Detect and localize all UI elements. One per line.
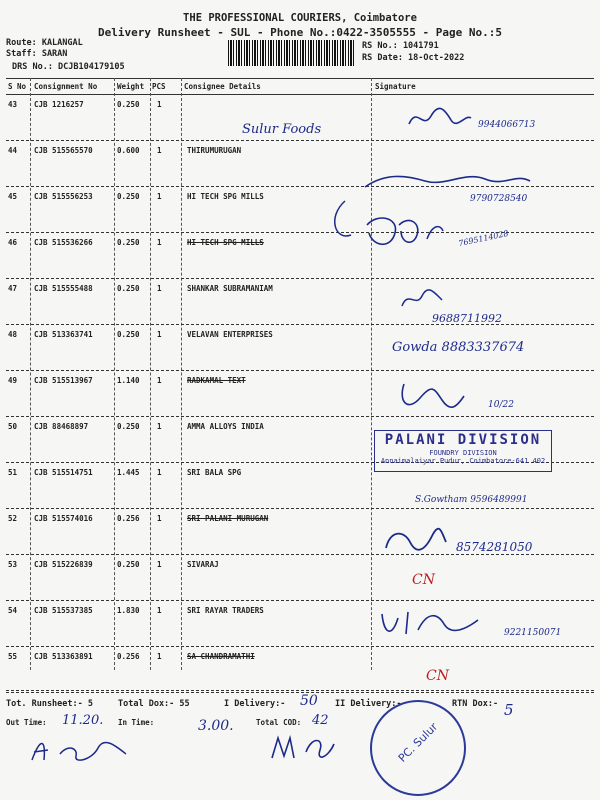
row-consignee: HI TECH SPG MILLS	[187, 238, 264, 247]
row-divider	[6, 370, 594, 371]
row-consignee: SIVARAJ	[187, 560, 219, 569]
row-divider	[6, 600, 594, 601]
row-divider	[6, 278, 594, 279]
stamp-division: FOUNDRY DIVISION	[429, 449, 497, 457]
handwritten-phone: 9688711992	[432, 312, 502, 325]
row-consignment-no: CJB 513363741	[34, 330, 93, 339]
handwritten-signature: Gowda 8883337674	[392, 340, 525, 355]
col-divider	[150, 78, 151, 670]
signature-54	[378, 604, 498, 640]
row-consignment-no: CJB 515536266	[34, 238, 93, 247]
row-consignee: AMMA ALLOYS INDIA	[187, 422, 264, 431]
staff: Staff: SARAN	[6, 49, 68, 59]
signature-43	[405, 104, 475, 132]
row-sno: 50	[8, 422, 18, 431]
row-weight: 1.445	[117, 468, 140, 477]
office-stamp	[370, 700, 466, 796]
in-time-label: In Time:	[118, 718, 155, 727]
col-header-pcs: PCS	[152, 82, 166, 91]
row-consignee: HI TECH SPG MILLS	[187, 192, 264, 201]
company-stamp: PALANI DIVISION FOUNDRY DIVISION Annaimalaiyar Pudur, Coimbatore-641 402	[374, 430, 552, 472]
out-time: 11.20.	[62, 713, 104, 728]
row-sno: 51	[8, 468, 18, 477]
ii-delivery-label: II Delivery:-	[335, 699, 402, 709]
i-delivery-label: I Delivery:-	[224, 699, 286, 709]
row-pcs: 1	[157, 376, 162, 385]
row-consignee: VELAVAN ENTERPRISES	[187, 330, 273, 339]
row-sno: 52	[8, 514, 18, 523]
row-pcs: 1	[157, 468, 162, 477]
col-header-sno: S No	[8, 82, 27, 91]
runsheet-title: Delivery Runsheet - SUL - Phone No.:0422-3505555 - Page No.:5	[98, 26, 502, 39]
row-consignment-no: CJB 515226839	[34, 560, 93, 569]
row-sno: 45	[8, 192, 18, 201]
signature-47	[398, 286, 448, 312]
row-sno: 44	[8, 146, 18, 155]
row-consignment-no: CJB 88468897	[34, 422, 89, 431]
row-sno: 49	[8, 376, 18, 385]
handwritten-phone: 8574281050	[456, 540, 533, 554]
row-weight: 0.250	[117, 422, 140, 431]
row-weight: 0.250	[117, 560, 140, 569]
row-consignment-no: CJB 515574016	[34, 514, 93, 523]
row-weight: 1.140	[117, 376, 140, 385]
stamp-address: Annaimalaiyar Pudur, Coimbatore-641 402	[380, 457, 546, 465]
row-weight: 0.250	[117, 284, 140, 293]
col-header-consignee: Consignee Details	[184, 82, 261, 91]
col-divider	[181, 78, 182, 670]
row-consignment-no: CJB 513363891	[34, 652, 93, 661]
total-runsheet: Tot. Runsheet:- 5	[6, 699, 93, 709]
row-weight: 0.250	[117, 192, 140, 201]
rs-number: RS No.: 1041791	[362, 41, 439, 51]
rtn-dox-count: 5	[504, 701, 514, 719]
row-pcs: 1	[157, 422, 162, 431]
table-top-line	[6, 78, 594, 79]
rs-date: RS Date: 18-Oct-2022	[362, 53, 465, 63]
row-pcs: 1	[157, 330, 162, 339]
rtn-dox-label: RTN Dox:-	[452, 699, 499, 709]
office-stamp-text: PC. Sulur	[395, 720, 441, 765]
row-consignment-no: CJB 515514751	[34, 468, 93, 477]
col-header-signature: Signature	[375, 82, 416, 91]
row-divider	[6, 508, 594, 509]
in-time: 3.00.	[198, 718, 234, 734]
handwritten-phone: 9221150071	[504, 628, 562, 638]
col-divider	[114, 78, 115, 670]
total-dox: Total Dox:- 55	[118, 699, 190, 709]
row-pcs: 1	[157, 100, 162, 109]
handwritten-cn: CN	[412, 572, 435, 588]
row-sno: 54	[8, 606, 18, 615]
row-consignee: SRI RAYAR TRADERS	[187, 606, 264, 615]
row-weight: 0.600	[117, 146, 140, 155]
row-consignment-no: CJB 515513967	[34, 376, 93, 385]
col-divider	[30, 78, 31, 670]
row-consignee: SRI PALANI MURUGAN	[187, 514, 269, 523]
row-divider	[6, 324, 594, 325]
handwritten-phone: 9790728540	[470, 194, 528, 204]
i-delivery-count: 50	[300, 693, 318, 709]
row-sno: 47	[8, 284, 18, 293]
signature-44-46	[325, 165, 555, 255]
row-sno: 53	[8, 560, 18, 569]
out-time-label: Out Time:	[6, 718, 47, 727]
handwritten-phone: 7695114028	[457, 228, 510, 249]
signature-49	[394, 378, 484, 418]
row-consignee: SHANKAR SUBRAMANIAM	[187, 284, 273, 293]
handwritten-signature: S.Gowtham 9596489991	[415, 495, 528, 505]
row-weight: 0.250	[117, 100, 140, 109]
row-pcs: 1	[157, 284, 162, 293]
col-header-weight: Weight	[117, 82, 145, 91]
footer-line	[6, 690, 594, 691]
drs-number: DRS No.: DCJB104179105	[12, 62, 125, 72]
signature-52	[380, 524, 450, 556]
header-bottom-line	[6, 94, 594, 95]
route: Route: KALANGAL	[6, 38, 83, 48]
staff-signature	[26, 734, 136, 768]
col-header-consignment: Consignment No	[34, 82, 98, 91]
supervisor-signature	[268, 728, 338, 764]
row-weight: 1.830	[117, 606, 140, 615]
handwritten-phone: 9944066713	[478, 120, 536, 130]
barcode	[228, 40, 356, 66]
company-title: THE PROFESSIONAL COURIERS, Coimbatore	[183, 12, 417, 24]
row-sno: 55	[8, 652, 18, 661]
row-pcs: 1	[157, 514, 162, 523]
row-divider	[6, 646, 594, 647]
row-consignment-no: CJB 515555488	[34, 284, 93, 293]
row-consignee: SA CHANDRAMATHI	[187, 652, 255, 661]
row-weight: 0.256	[117, 514, 140, 523]
row-sno: 48	[8, 330, 18, 339]
row-consignment-no: CJB 515556253	[34, 192, 93, 201]
handwritten-consignee: Sulur Foods	[242, 122, 322, 137]
row-consignment-no: CJB 515537385	[34, 606, 93, 615]
row-consignment-no: CJB 515565570	[34, 146, 93, 155]
row-sno: 43	[8, 100, 18, 109]
row-weight: 0.250	[117, 330, 140, 339]
total-cod-label: Total COD:	[256, 718, 302, 727]
row-pcs: 1	[157, 146, 162, 155]
row-pcs: 1	[157, 652, 162, 661]
row-sno: 46	[8, 238, 18, 247]
row-consignee: SRI BALA SPG	[187, 468, 242, 477]
row-pcs: 1	[157, 238, 162, 247]
row-pcs: 1	[157, 606, 162, 615]
row-consignee: THIRUMURUGAN	[187, 146, 242, 155]
handwritten-cn: CN	[426, 668, 449, 684]
row-pcs: 1	[157, 560, 162, 569]
row-consignment-no: CJB 1216257	[34, 100, 84, 109]
row-consignee: RADKAMAL TEXT	[187, 376, 246, 385]
row-weight: 0.256	[117, 652, 140, 661]
row-weight: 0.250	[117, 238, 140, 247]
count-figure: 42	[312, 713, 329, 728]
row-pcs: 1	[157, 192, 162, 201]
row-divider	[6, 416, 594, 417]
row-divider	[6, 140, 594, 141]
row-divider	[6, 554, 594, 555]
handwritten-date: 10/22	[488, 400, 514, 410]
